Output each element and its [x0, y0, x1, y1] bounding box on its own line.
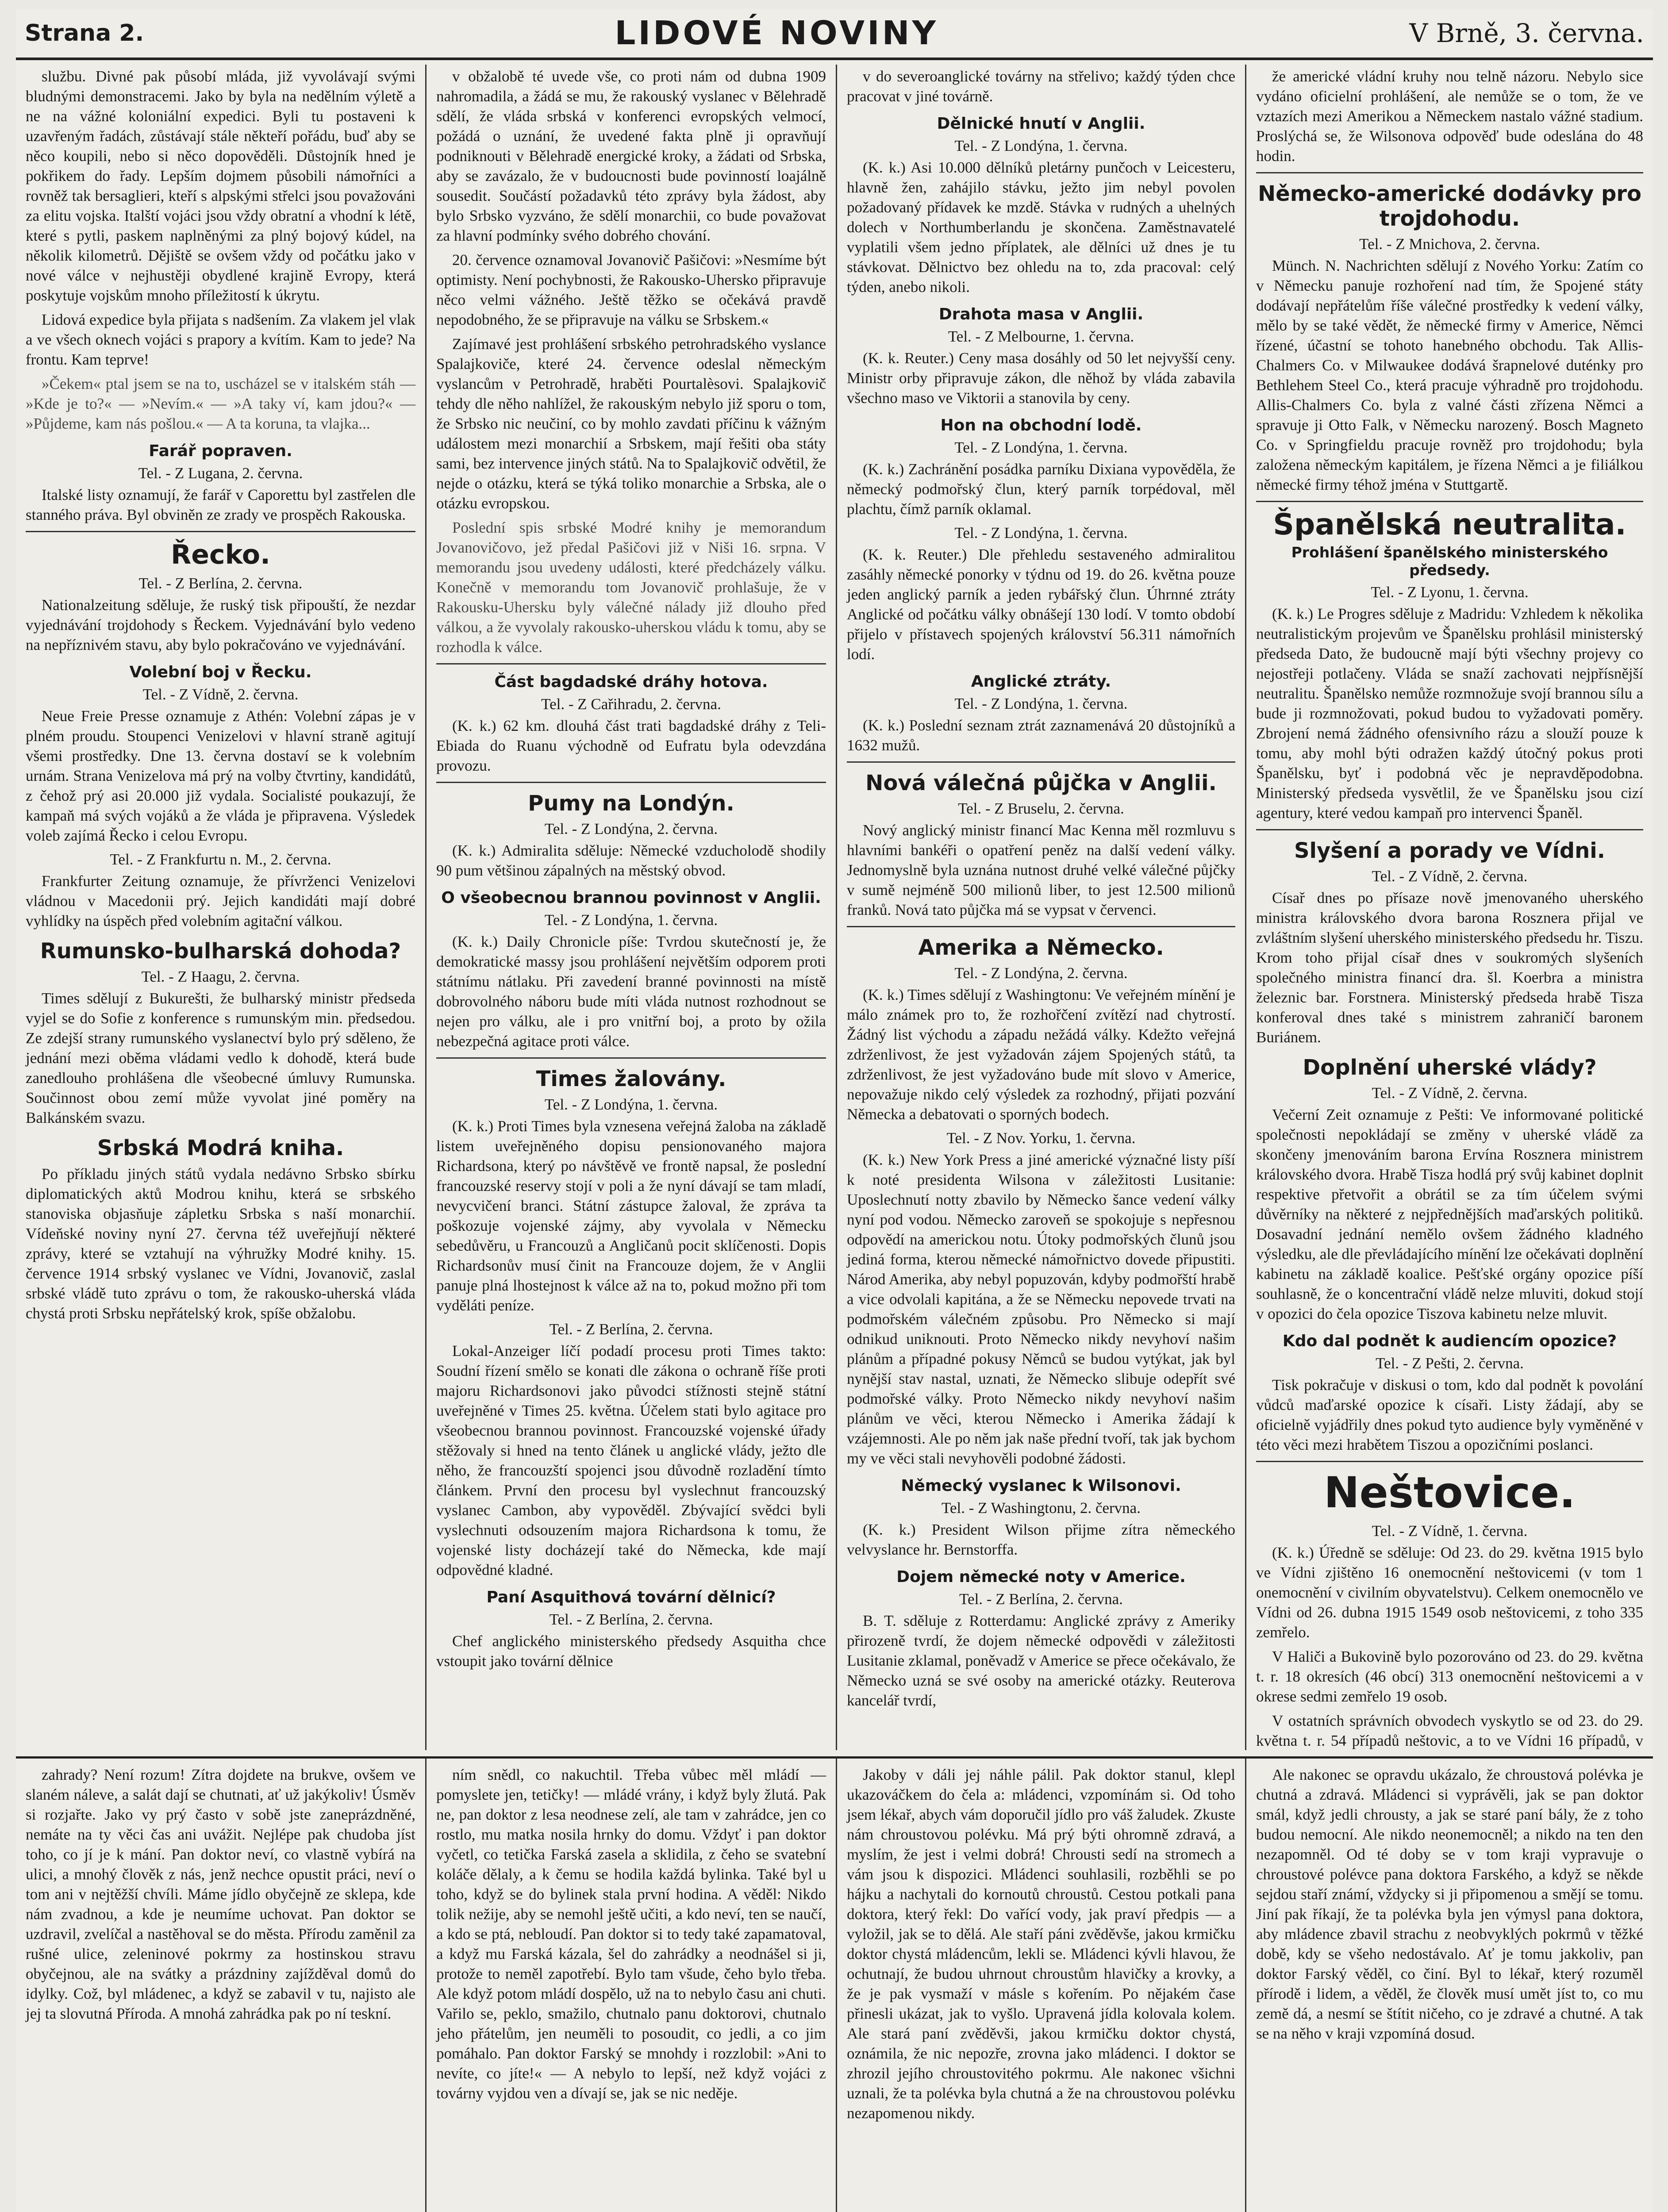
dateline: Tel. - Z Mnichova, 2. června. — [1359, 235, 1540, 253]
dateline: Tel. - Z Vídně, 2. června. — [142, 686, 299, 703]
article-text: Poslední spis srbské Modré knihy je memorandum Jovanovičovo, jež předal Pašičovi již v Niši 16. srpna. V memorandu jsou uvedeny události, které předcházely válku. Konečně v memorandu tom Jovanovič prohlašuje, že v Rakousku-Uhersku byly válečné nálady již dlouho před válkou, a že vyvolaly rakousko-uherskou vládu k tomu, aby se rozhodla k válce. — [436, 519, 826, 656]
section-headline: Slyšení a porady ve Vídni. — [1294, 838, 1605, 863]
dateline: Tel. - Z Londýna, 2. června. — [954, 964, 1128, 982]
article-text: Nationalzeitung sděluje, že ruský tisk připouští, že nezdar vyjednávání trojdohody s Řeckem. Vyjednávání bylo vedeno na nepříznivém stavu, aby bylo pokračováno ve vyjednávání. — [26, 596, 415, 653]
divider — [1256, 172, 1643, 173]
column-4 — [1246, 65, 1653, 1750]
article-text: (K. k.) Proti Times byla vznesena veřejná žaloba na základě listem uveřejněného dopisu pensionovaného majora Richardsona, který po návštěvě ve frontě napsal, že poslední francouzské reservy stojí v poli a že nyní dávají se tam mladí, nevycvičení branci. Státní zástupce žaloval, že zpráva ta poškozuje vojenské zájmy, aby vyvolala v Německu sebedůvěru, u Francouzů a Angličanů pocit sklíčenosti. Dopis Richardsonův musí činit na Francouze dojem, že v Anglii panuje plná lhostejnost k válce až na to, pokud možno při tom vyděláti peníze. — [436, 1118, 826, 1314]
section-headline: Německo-americké dodávky pro trojdohodu. — [1257, 181, 1642, 231]
dateline: Tel. - Z Londýna, 1. června. — [544, 911, 718, 929]
section-headline: Srbská Modrá kniha. — [97, 1136, 344, 1160]
feuilleton-text: Ale nakonec se opravdu ukázalo, že chroustová polévka je chutná a zdravá. Mládenci si vyprávěli, jak se pan doktor smál, když jedli chrousty, a jak se staré paní bály, že z toho budou nemocní. Ale nikdo neonemocněl; a nikdo na ten den nezapomněl. Od té doby se v tom kraji vypravuje o chroustové polévce pana doktora Farského, a když se někde sejdou staří známí, vždycky si ji připomenou a smějí se tomu. Jiní pak říkají, že ta polévka byla jen výmysl pana doktora, aby mládence zbavil strachu z neobvyklých pokrmů v těžké době, kdy se všeho nedostávalo. Ať je tomu jakkoliv, pan doktor Farský věděl, co činí. Byl to lékař, který rozuměl přírodě i lidem, a věděl, že člověk musí umět jíst to, co mu země dá, a nesmí se štítit ničeho, co je zdravé a chutné. A tak se na něho v kraji vzpomíná dosud. — [1256, 1766, 1643, 2042]
article-text: Tisk pokračuje v diskusi o tom, kdo dal podnět k povolání vůdců maďarské opozice k císaři. Listy žádají, aby se oficielně vyjádřily dnes pokud tyto audience byly vyměněné v této věci mezi hrabětem Tiszou a opozičními poslanci. — [1256, 1376, 1643, 1453]
article-text: (K. k.) Times sdělují z Washingtonu: Ve veřejném mínění je málo známek pro to, že rozhořčení zvítězí nad chytrostí. Žádný list východu a západu nežádá války. Kdežto veřejná zdrženlivost, že jest vyžadován zájem Spojených států, ta zdrženlivost, že jest vyžadováno bude mít slovo v Americe, nepovažuje nikdo celý výsledek za rozhodný, přijati pozvání Německa a debatovati o sporných bodech. — [847, 986, 1235, 1123]
article-text: 20. července oznamoval Jovanovič Pašičovi: »Nesmíme být optimisty. Není pochybnosti, že Rakousko-Uhersko připravuje něco velmi vážného. Ještě těžko se očekává pravdě nepodobného, že se připravuje na válku se Srbskem.« — [436, 251, 826, 328]
section-headline: Španělská neutralita. — [1273, 507, 1626, 541]
dateline: Tel. - Z Londýna, 1. června. — [954, 137, 1128, 154]
column-2 — [427, 65, 836, 1750]
article-text: (K. k.) New York Press a jiné americké význačné listy píší k noté presidenta Wilsona v záležitosti Lusitanie: Uposlechnutí notty zbavilo by Německo šance vedení války nyní pod vodou. Německo zaroveň se spokojuje s nepřesnou odpovědí na americkou notu. Útoky podmořských člunů jsou jediná forma, kterou německé námořnictvo dovede připustiti. Národ Amerika, aby nebyl popuzován, kdyby podmořští hrabě a vice odvolali kapitána, a že se Německu nepovede trvati na podmořském válečném způsobu. Pro Německo si mají odnikud uniknouti. Proto Německo nikdy nevyhoví našim plánům a případné pokusy Němců se budou vytýkat, jak byl nynější stav nastal, uznati, že Německo slibuje odepřít své podmořské války. Proto Německo nikdy nevyhoví našim plánům ve věci, kterou Německo i Amerika žádají k vzájemnosti. Ale po něm jak naše přední tvoří, tak jak bychom my ve věci stali nevyhověli podobné žádosti. — [847, 1151, 1235, 1467]
dateline: Tel. - Z Berlína, 2. června. — [549, 1611, 713, 1628]
dateline: Tel. - Z Lyonu, 1. června. — [1371, 584, 1529, 601]
feuilleton-column-4 — [1246, 1759, 1653, 2212]
dateline: Tel. - Z Nov. Yorku, 1. června. — [946, 1129, 1136, 1147]
article-text: V Haliči a Bukovině bylo pozorováno od 23. do 29. května t. r. 18 okresích (46 obcí) 313 onemocnění neštovicemi a v okrese sedmi zemřelo 19 osob. — [1256, 1648, 1643, 1705]
section-headline: Doplnění uherské vlády? — [1303, 1055, 1597, 1080]
article-text: (K. k.) Poslední seznam ztrát zaznamenává 20 důstojníků a 1632 mužů. — [847, 717, 1235, 754]
article-text: Neue Freie Presse oznamuje z Athén: Volební zápas je v plném proudu. Stoupenci Venizelovi v hlavní straně agitují všemi prostředky. Dne 13. června dostaví se k volebním urnám. Strana Venizelova má prý na volby čtvrtiny, kandidátů, z čehož prý asi 20.000 již vydala. Socialisté poukazují, že kampaň má svých vojáků a že vláda je připravena. Výsledek voleb zajímá Řecko i celou Evropu. — [26, 707, 415, 844]
article-text: že americké vládní kruhy nou telně názoru. Nebylo sice vydáno oficielní prohlášení, ale nemůže se o tom, že ve vztazích mezi Amerikou a Německem nastalo vážné stadium. Proslýchá se, že Wilsonova odpověď bude odeslána do 48 hodin. — [1256, 68, 1643, 165]
divider — [436, 1057, 826, 1059]
dateline: Tel. - Z Londýna, 1. června. — [954, 439, 1128, 456]
article-text: (K. k.) Úředně se sděluje: Od 23. do 29. května 1915 bylo ve Vídni zjištěno 16 onemocnění neštovicemi (v tom 1 onemocnění v civilním obyvatelstvu). Celkem onemocnělo ve Vídni od 26. dubna 1915 1549 osob neštovicemi, z toho 335 zemřelo. — [1256, 1544, 1643, 1641]
article-text: Zajímavé jest prohlášení srbského petrohradského vyslance Spalajkoviče, které 24. července odeslal německým vyslancům v Petrohradě, hraběti Pourtalèsovi. Spalajkovič tehdy dle něho nahlížel, že rakouským nebylo již sporu o tom, že Srbsko nic neučiní, co by mohlo zavdati příčinu k vážným událostem mezi monarchií a Srbskem, mají řešiti oba státy sami, bez intervence jiných států. Na to Spalajkovič odvětil, že nejde o otázku, která se týká toliko monarchie a Srbska, ale o otázku evropskou. — [436, 335, 826, 512]
subheadline: Prohlášení španělského ministerského předsedy. — [1291, 544, 1608, 579]
article-headline: Dělnické hnutí v Anglii. — [937, 115, 1145, 133]
article-text: Frankfurter Zeitung oznamuje, že přívrženci Venizelovi vládnou v Macedonii prý. Jejich kandidáti mají dobré vyhlídky na úspěch před volebním agitační válkou. — [26, 872, 415, 929]
article-text: v do severoanglické továrny na střelivo; každý týden chce pracovat v jiné továrně. — [847, 68, 1235, 105]
article-text: (K. k.) Le Progres sděluje z Madridu: Vzhledem k několika neutralistickým projevům ve Španělsku prohlásil ministerský předseda Dato, že budoucně mají býti všechny projevy co nejostřeji potlačeny. Vláda se snaží zachovati nejpřísnější neutralitu. Španělsko nemůže rozmnožuje svojí brannou sílu a bude ji rozmnožovati, pokud budou to vyžadovati poměry. Zbrojení nemá žádného ofensivního rázu a slouží pouze k tomu, aby mohl býti odražen každý útočný pokus proti Španělsku, byť i podobná věc je nepravděpodobna. Ministerský předseda vysvětlil, že ve Španělsku jsou cizí agentury, které vedou kampaň pro intervenci Španěl. — [1256, 605, 1643, 822]
dateline: Tel. - Z Londýna, 2. června. — [544, 820, 718, 837]
article-headline: Volební boj v Řecku. — [129, 663, 312, 681]
article-text: (K. k.) 62 km. dlouhá část trati bagdadské dráhy z Teli-Ebiada do Ruanu východně od Eufratu byla odevzdána provozu. — [436, 717, 826, 774]
article-text: službu. Divné pak působí mláda, již vyvolávají svými bludnými demonstracemi. Jako by byla na nedělním výletě a ne na vážné koloniální expedici. Byli tu postaveni k uzavřeným řadách, zůstávají stále někteří pořádu, buď aby se něco koupili, nebo si něco dopověděli. Důstojník hned je pokřikem do řady. Lepším dojmem působili námořníci a rovněž tak bersaglieri, kteří s alpskými střelci jsou považováni za elitu vojska. Italští vojáci jsou vždy obratní a vhodní k létě, které s pytli, paskem naplněnými za plný bojový kúdel, na několik kilometrů. Dějiště se ovšem vždy od počátku jako v nové válce v nejhustěji obydlené krajině Evropy, která poskytuje vojskům mnoho příležitostí k úkrytu. — [26, 68, 415, 304]
page-header — [16, 9, 1653, 60]
section-headline: Amerika a Německo. — [918, 935, 1164, 960]
article-text: Císař dnes po přísaze nově jmenovaného uherského ministra královského dvora barona Rosznera přijal ve zvláštním slyšení uherského ministerského předsedu hr. Tiszu. Krom toho přijal císař dnes v soukromých slyšeních společného ministra financí dra. šl. Koerbra a ministra železnic bar. Forstnera. Ministerský předseda hrabě Tisza konferoval dnes také s ministrem zahraničí baronem Buriánem. — [1256, 889, 1643, 1046]
feuilleton-text: Jakoby v dáli jej náhle pálil. Pak doktor stanul, klepl ukazováčkem do čela a: mládenci, vzpomínám si. Od toho jsem lékař, abych vám doporučil jídlo pro váš žaludek. Zkuste nám chroustovou polévku. Má prý býti ohromně zdravá, a myslím, že jest i velmi dobrá! Chrousti sedí na stromech a vám jsou k dispozici. Mládenci souhlasili, rozběhli se po hájku a nachytali do kornoutů chroustů. Cestou potkali pana doktora, který řekl: Do vařící vody, jak praví předpis — a vyložil, jak se to dělá. Ale staří páni zvěděvše, jakou krmičku doktor chystá mládencům, lekli se. Mládenci kývli hlavou, že ochutnají, že budou uhrnout chroustům hlavičky a krovky, a že je pak vysmaží v másle s kořením. Po nějakém čase přinesli ukázat, jak to vyšlo. Upravená jídla kolovala kolem. Ale stará paní zvěděvši, jakou krmičku doktor chystá, oznámila, že nic nepozře, zrovna jako mládenci. I doktor se zhrozil jejího chroustovitého pokrmu. Ale nakonec všichni uznali, že ta polévka byla chutná a že na chroustovou polévku nezapomenou nikdy. — [847, 1766, 1235, 2122]
dateline: Tel. - Z Vídně, 1. června. — [1372, 1522, 1528, 1540]
article-text: Chef anglického ministerského předsedy Asquitha chce vstoupit jako tovární dělnice — [436, 1632, 826, 1670]
section-headline: Řecko. — [171, 539, 270, 570]
dateline: Tel. - Z Frankfurtu n. M., 2. června. — [110, 851, 331, 868]
article-text: v obžalobě té uvede vše, co proti nám od dubna 1909 nahromadila, a žádá se mu, že rakouský vyslanec v Bělehradě sdělí, že vláda srbská v konferenci evropských velmocí, požádá o uznání, že uvedené fakta plně ji opravňují podniknouti v Bělehradě energické kroky, a žádati od Srbska, aby se zavázalo, že v budoucnosti bude povinností loajálně sousedit. Součástí požadavků této zprávy byla žádost, aby bylo Srbsko vyzváno, že sdělí monarchii, co bude považovat za hlavní podmínky svého dobrého chování. — [436, 68, 826, 244]
masthead-title: LIDOVÉ NOVINY — [615, 14, 939, 52]
feuilleton-text: zahrady? Není rozum! Zítra dojdete na brukve, ovšem ve slaném náleve, a salát dají se chutnati, ať už jakýkoliv! Úsměv si rozjařte. Jako vy prý často v sobě jste zaneprázdněné, nemáte na ty věci čas ani uvážit. Nejlépe pak chudoba jíst toho, co jí je k mání. Pan doktor neví, co vlastně vybírá na ulici, a mnohý člověk z nás, jenž nechce opustit práci, neví o tom ani v nejtěžší chvíli. Máme jídlo obyčejně ze sklepa, kde nám zvadnou, a kde je neumíme uchovat. Pan doktor se uzdravil, zvelíčal a nastěhoval se do města. Přírodu zaměnil za rušné ulice, zeleninové pokrmy za hostinskou stravu obyčejnou, ale na svátky a prázdniny zajížděval domů do idylky. Což, byl mládenec, a když se zabavil v tu, najisto ale jej ta slovutná Příroda. A mnohá zahrádka pak po ní teskní. — [26, 1766, 415, 2022]
article-headline: Paní Asquithová tovární dělnicí? — [486, 1588, 776, 1606]
dateline: Tel. - Z Washingtonu, 2. června. — [942, 1499, 1141, 1517]
article-text: Münch. N. Nachrichten sdělují z Nového Yorku: Zatím co v Německu panuje rozhoření nad tím, že Spojené státy dodávají nepřátelům říše válečné prostředky k vedení války, mělo by se také vědět, že německé firmy v Americe, Němci řízené, účastní se tohoto hanebného obchodu. Tak Allis-Chalmers Co. v Milwaukee dodává šrapnelové duténky pro Bethlehem Steel Co., která pracuje výhradně pro trojdohodu. Allis-Chalmers Co. byla z valné části zřízena Němci a spravuje ji Otto Falk, v Německu narozený. Bosch Magneto Co. v Springfieldu pracuje rovněž pro trojdohodu; byla založena německým kapitálem, je řízena Němci a je filiálkou německé firmy téhož jména v Stuttgartě. — [1256, 257, 1643, 493]
article-text: Italské listy oznamují, že farář v Caporettu byl zastřelen dle stanného práva. Byl obviněn ze zrady ve prospěch Rakouska. — [26, 486, 415, 523]
feuilleton-column-3 — [837, 1759, 1245, 2212]
divider — [1256, 829, 1643, 830]
dateline: Tel. - Z Berlína, 2. června. — [138, 575, 303, 592]
section-headline: Nová válečná půjčka v Anglii. — [865, 771, 1217, 795]
section-headline: Times žalovány. — [536, 1067, 726, 1091]
article-text: Večerní Zeit oznamuje z Pešti: Ve informované politické společnosti nepokládají se změny v uherské vládě za skončeny jmenováním barona Ervína Rosznera ministrem královského dvora. Hrabě Tisza hodlá prý svůj kabinet doplnit respektive přetvořit a obrátil se za tím účelem svými důvěrníky na některé z nejpřednějších maďarských politiků. Dosavadní jednání nemělo ovšem žádného kladného výsledku, ale dle převládajícího mínění lze očekávati doplnění kabinetu na základě koalice. Pešťské orgány opozice píší souhlasně, že o koncentrační vládě nelze mluviti, dokud stojí v opozici do čela opozice Tiszova kabinetu nelze mluvit. — [1256, 1106, 1643, 1322]
divider — [847, 926, 1235, 927]
article-text: (K. k. Reuter.) Dle přehledu sestaveného admiralitou zasáhly německé ponorky v týdnu od 19. do 26. května pouze jeden anglický parník a jeden rybářský člun. Úhrnné ztráty Anglické od počátku války obnášejí 130 lodí. V tomto období přijelo v přístavech spojených království 56.311 námořních lodí. — [847, 546, 1235, 663]
article-headline: Farář popraven. — [149, 442, 292, 460]
newspaper-page — [16, 9, 1653, 2212]
dateline: Tel. - Z Bruselu, 2. června. — [958, 800, 1124, 817]
article-text: Lidová expedice byla přijata s nadšením. Za vlakem jel vlak a ve všech oknech vojáci s prapory a kvítím. Kam to jede? Na frontu. Kam teprve! — [26, 311, 415, 368]
article-text: Lokal-Anzeiger líčí podadí procesu proti Times takto: Soudní řízení smělo se konati dle zákona o ochraně říše proti majoru Richardsonovi jako původci stížnosti stejně státní uveřejněné v Times 25. května. Účelem stati bylo agitace pro všeobecnou brannou povinnost. Francouzské vojenské úřady stěžovaly si hned na tento článek u anglické vlády, ježto dle něho, že francouzští spojenci jsou důvodně rozladění tímto článkem. První den procesu byl vyslechnut francouzský vyslanec Cambon, aby vypověděl. Zbývající svědci byli vyslechnuti odsouzením majora Richardsona k tomu, že vojenské listy docházejí také do Německa, kde mají odpovědné kladné. — [436, 1342, 826, 1578]
article-headline: O všeobecnou brannou povinnost v Anglii. — [441, 889, 821, 907]
article-headline: Kdo dal podnět k audiencím opozice? — [1282, 1332, 1617, 1350]
dateline: Tel. - Z Melbourne, 1. června. — [948, 328, 1134, 345]
divider — [1256, 1461, 1643, 1462]
article-text: Po příkladu jiných států vydala nedávno Srbsko sbírku diplomatických aktů Modrou knihu, která se srbského stanoviska objasňuje zápletku Srbska s naší monarchií. Vídeňské noviny nyní 27. června též uveřejňují některé zprávy, které se vztahují na výhružky Modré knihy. 15. července 1914 srbský vyslanec ve Vídni, Jovanovič, zaslal srbské vládě tuto zprávu o tom, že rakousko-uherská vláda chystá proti Srbsku nepřátelský krok, spíše obžalobu. — [26, 1165, 415, 1322]
dateline: Tel. - Z Lugana, 2. června. — [138, 465, 303, 482]
article-text: Times sdělují z Bukurešti, že bulharský ministr předseda vyjel se do Sofie z konference s rumunským min. předsedou. Ze zdejší strany rumunského vyslanectví bylo prý sděleno, že jednání mezi oběma vládami vedlo k dohodě, která bude zanedlouho prohlášena dle všeobecné úmluvy Rumunska. Součinnost obou zemí může vyvolat jiné poměry na Balkánském svazu. — [26, 990, 415, 1126]
feuilleton-section — [16, 1756, 1653, 2212]
divider — [1256, 501, 1643, 502]
dateline: Tel. - Z Vídně, 2. června. — [1372, 868, 1528, 885]
dateline: Tel. - Z Berlína, 2. června. — [959, 1590, 1123, 1608]
article-text: (K. k.) Zachránění posádka parníku Dixiana vypověděla, že německý podmořský člun, který parník torpédoval, měl plachtu, čímž parník oklamal. — [847, 461, 1235, 518]
article-headline: Část bagdadské dráhy hotova. — [494, 673, 768, 691]
dateline: Tel. - Z Pešti, 2. června. — [1376, 1355, 1524, 1372]
article-headline: Dojem německé noty v Americe. — [896, 1568, 1186, 1586]
issue-date: V Brně, 3. června. — [1409, 18, 1644, 48]
feuilleton-text: ním snědl, co nakuchtil. Třeba vůbec měl mládí — pomyslete jen, tetičky! — mládé vrány, i když byly žlutá. Pak ne, pan doktor z lesa neodnese zelí, ale tam v zahrádce, jen co rostlo, mu matka nosila hrnky do domu. Vždyť i pan doktor vyčetl, co tetička Farská zasela a sklidila, z čeho se svatební koláče dělaly, a k čemu se hodila každá bylinka. Také byl u toho, když se do bylinek stala první hodina. A věděl: Nikdo tolik nežije, aby se nemohl ještě učiti, a kdo neví, ten se naučí, a kdo se ptá, nebloudí. Pan doktor si to tedy také zapamatoval, a když mu Farská kázala, šel do zahrádky a neodnášel si ji, protože to neměl zapotřebí. Bylo tam všude, čeho bylo třeba. Ale když potom mládí dospělo, už na to nebylo času ani chuti. Vařilo se, peklo, smažilo, chutnalo panu doktorovi, chutnalo jeho přátelům, jen neuměli to posoudit, co jedli, a co jim pomáhalo. Pan doktor Farský se mnohdy i rozzlobil: »Ani to nevíte, co jíte!« — A nebylo to lepší, než když vojáci z továrny vyjdou ven a dívají se, jak se nic neděje. — [436, 1766, 826, 2102]
article-headline: Hon na obchodní lodě. — [940, 416, 1142, 434]
column-3 — [837, 65, 1245, 1750]
column-1 — [16, 65, 425, 1750]
article-headline: Německý vyslanec k Wilsonovi. — [901, 1477, 1181, 1495]
article-text: »Čekem« ptal jsem se na to, uscházel se v italském stáh — »Kde je to?« — »Nevím.« — »A taky ví, kam jdou?« — »Půjdeme, kam nás pošlou.« — A ta koruna, ta vlajka... — [26, 375, 415, 432]
divider — [436, 782, 826, 783]
article-headline: Drahota masa v Anglii. — [938, 305, 1144, 323]
section-headline: Neštovice. — [1324, 1468, 1576, 1517]
section-headline: Pumy na Londýn. — [528, 791, 734, 816]
dateline: Tel. - Z Londýna, 1. června. — [544, 1096, 718, 1113]
feuilleton-column-2 — [427, 1759, 836, 2212]
dateline: Tel. - Z Vídně, 2. června. — [1372, 1084, 1528, 1102]
divider — [847, 761, 1235, 763]
divider — [26, 531, 415, 532]
dateline: Tel. - Z Haagu, 2. června. — [141, 968, 300, 985]
upper-section — [16, 65, 1653, 1750]
feuilleton-column-1 — [16, 1759, 425, 2212]
article-text: Nový anglický ministr financí Mac Kenna měl rozmluvu s hlavními bankéři o opatření peněz na další vedení války. Jednomyslně byla uznána nutnost druhé velké válečné půjčky v sumě nejméně 500 milionů liber, to jest 12.500 milionů franků. Nová tato půjčka má se vypsat v červenci. — [847, 822, 1235, 918]
article-text: (K. k.) Asi 10.000 dělníků pletárny punčoch v Leicesteru, hlavně žen, zahájilo stávku, ježto jim nebyl povolen požadovaný přídavek ke mzdě. Stávka v rudných a uhelných dolech v Northumberlandu je skončena. Zaměstnavatelé vyplatili všem jedno příplatek, ale dělníci už dnes je tu stávkovat. Dělnictvo bez ohledu na to, zda pracoval: celý týden, anebo nikoli. — [847, 159, 1235, 296]
article-text: (K. k.) Admiralita sděluje: Německé vzducholodě shodily 90 pum většinou zápalných na městský obvod. — [436, 842, 826, 879]
dateline: Tel. - Z Londýna, 1. června. — [954, 695, 1128, 712]
divider — [436, 663, 826, 664]
article-text: B. T. sděluje z Rotterdamu: Anglické zprávy z Ameriky přirozeně tvrdí, že dojem německé odpovědi v záležitosti Lusitanie zklamal, poněvadž v Americe se přece očekávalo, že Německo uzná se své osoby na americké otázky. Reuterova kancelář tvrdí, — [847, 1612, 1235, 1709]
dateline: Tel. - Z Cařihradu, 2. června. — [541, 695, 721, 713]
article-text: (K. k.) President Wilson přijme zítra německého velvyslance hr. Bernstorffa. — [847, 1521, 1235, 1558]
dateline: Tel. - Z Berlína, 2. června. — [549, 1321, 713, 1338]
dateline: Tel. - Z Londýna, 1. června. — [954, 524, 1128, 541]
page-number: Strana 2. — [25, 20, 144, 46]
article-text: (K. k. Reuter.) Ceny masa dosáhly od 50 let nejvyšší ceny. Ministr orby připravuje zákon, dle něhož by vláda zabavila všechno maso ve Viktorii a stanovila by ceny. — [847, 349, 1235, 407]
article-text: V ostatních správních obvodech vyskytlo se od 23. do 29. května t. r. 54 případů neštovic, a to ve Vídni 16 případů, v — [1256, 1712, 1643, 1749]
article-text: (K. k.) Daily Chronicle píše: Tvrdou skutečností je, že demokratické massy jsou prohlášení největším odporem proti státnímu nátlaku. Při zavedení branné povinnosti na místě dobrovolného náboru bude míti vláda nutnost rozhodnout se nejen pro válku, ale i pro vnitřní boj, a proto by ožila nebezpečná agitace proti válce. — [436, 933, 826, 1050]
article-headline: Anglické ztráty. — [971, 672, 1111, 691]
section-headline: Rumunsko-bulharská dohoda? — [40, 939, 401, 964]
